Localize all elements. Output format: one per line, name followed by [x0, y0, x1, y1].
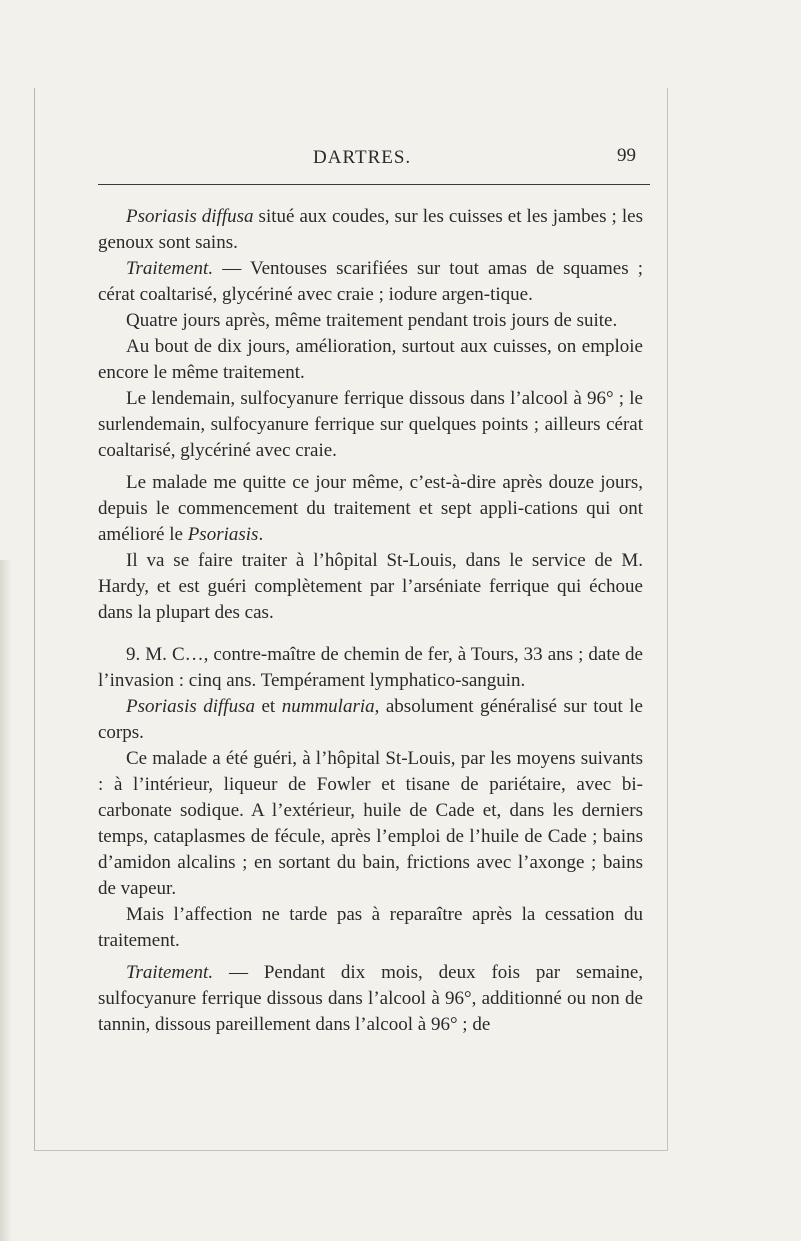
paragraph-text: — Pendant dix mois, deux fois par semaine, sulfocyanure ferrique dissous dans l’alcool à 96°, additionné ou non de tannin, dissous pareillement dans l’alcool à 96° ; de — [98, 962, 643, 1035]
paragraph-text: — Ventouses scarifiées sur tout amas de squames ; cérat coaltarisé, glycériné avec craie ; iodure argen-tique. — [98, 258, 643, 305]
paragraph — [98, 902, 643, 954]
paragraph — [98, 470, 643, 548]
paragraph — [98, 308, 643, 334]
paragraph-text: . — [258, 524, 264, 545]
italic-term: Psoriasis diffusa — [126, 696, 255, 717]
paragraph — [98, 548, 643, 626]
paragraph-text: Le lendemain, sulfocyanure ferrique dissous dans l’alcool à 96° ; le surlendemain, sulfocyanure ferrique sur quelques points ; ailleurs cérat coaltarisé, glycériné avec craie. — [98, 388, 643, 461]
italic-term: Psoriasis diffusa — [126, 206, 254, 227]
page-header — [98, 147, 650, 171]
paragraph-text: , absolument généralisé sur tout le corps. — [98, 696, 643, 743]
paragraph-text: 9. M. C…, contre-maître de chemin de fer, à Tours, 33 ans ; date de l’invasion : cinq ans. Tempérament lymphatico-sanguin. — [98, 644, 643, 691]
paragraph — [98, 256, 643, 308]
paragraph-text: Quatre jours après, même traitement pendant trois jours de suite. — [126, 310, 618, 331]
paragraph-text: Il va se faire traiter à l’hôpital St-Louis, dans le service de M. Hardy, et est guéri complètement par l’arséniate ferrique qui échoue dans la plupart des cas. — [98, 550, 643, 623]
paragraph — [98, 960, 643, 1038]
paragraph — [98, 386, 643, 464]
italic-term: Traitement. — [126, 962, 214, 983]
running-head: DARTRES. — [313, 147, 412, 168]
paragraph-text: Au bout de dix jours, amélioration, surtout aux cuisses, on emploie encore le même traitement. — [98, 336, 643, 383]
italic-term: Traitement. — [126, 258, 214, 279]
italic-term: Psoriasis — [187, 524, 259, 545]
header-rule — [98, 184, 650, 185]
paragraph — [98, 694, 643, 746]
body-text — [98, 204, 643, 1038]
page-stain — [0, 560, 12, 1241]
paragraph — [98, 204, 643, 256]
case-paragraph — [98, 642, 643, 694]
italic-term: nummularia — [281, 696, 375, 717]
paragraph-text: et — [254, 696, 282, 717]
paragraph — [98, 746, 643, 902]
paragraph-text: Mais l’affection ne tarde pas à reparaître après la cessation du traitement. — [98, 904, 643, 951]
page-number: 99 — [617, 145, 636, 166]
paragraph — [98, 334, 643, 386]
paragraph-text: Le malade me quitte ce jour même, c’est-à-dire après douze jours, depuis le commencement du traitement et sept appli-cations qui ont amélioré le — [98, 472, 643, 545]
paragraph-text: situé aux coudes, sur les cuisses et les jambes ; les genoux sont sains. — [98, 206, 643, 253]
paragraph-text: Ce malade a été guéri, à l’hôpital St-Louis, par les moyens suivants : à l’intérieur, liqueur de Fowler et tisane de pariétaire, avec bi-carbonate sodique. A l’extérieur, huile de Cade et, dans les derniers temps, cataplasmes de fécule, après l’emploi de l’huile de Cade ; bains d’amidon alcalins ; en sortant du bain, frictions avec l’axonge ; bains de vapeur. — [98, 748, 643, 899]
